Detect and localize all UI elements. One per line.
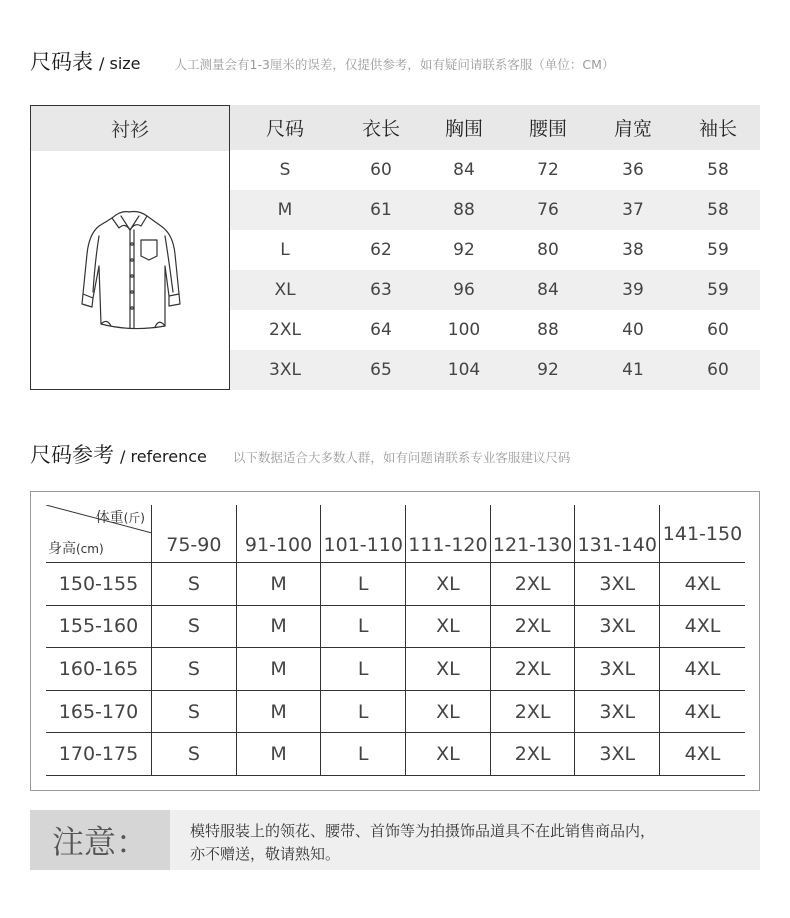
- table-cell: 84: [537, 280, 559, 300]
- table-cell: 72: [537, 160, 559, 180]
- table-cell: 58: [707, 160, 729, 180]
- weight-range: 141-150: [662, 522, 743, 545]
- height-range: 160-165: [46, 648, 152, 690]
- table-cell: 62: [370, 240, 392, 260]
- weight-range: 131-140: [575, 505, 660, 562]
- table-row: [230, 230, 760, 270]
- size-title-en: / size: [99, 54, 141, 73]
- weight-range: 75-90: [152, 505, 237, 562]
- weight-range: 121-130: [491, 505, 576, 562]
- size-table-header: [230, 105, 760, 150]
- table-cell: 64: [370, 320, 392, 340]
- size-cell: 3XL: [575, 733, 660, 775]
- table-cell: 100: [447, 320, 481, 340]
- header-sleeve: 袖长: [698, 118, 737, 140]
- size-cell: XL: [406, 563, 491, 605]
- header-size: 尺码: [265, 118, 304, 140]
- height-range: 165-170: [46, 691, 152, 733]
- height-range: 155-160: [46, 606, 152, 648]
- size-cell: S: [152, 733, 237, 775]
- size-cell: M: [237, 648, 322, 690]
- size-table: [230, 105, 760, 390]
- header-chest: 胸围: [444, 118, 483, 140]
- size-cell: 2XL: [491, 648, 576, 690]
- table-cell: 92: [453, 240, 475, 260]
- table-cell: 60: [707, 320, 729, 340]
- header-shoulder: 肩宽: [613, 118, 652, 140]
- weight-unit: (斤): [123, 511, 145, 525]
- table-cell: 88: [453, 200, 475, 220]
- table-cell: XL: [274, 280, 296, 300]
- size-cell: XL: [406, 691, 491, 733]
- weight-range: 91-100: [237, 505, 322, 562]
- table-cell: 37: [622, 200, 644, 220]
- table-cell: 2XL: [269, 320, 301, 340]
- table-row: [230, 190, 760, 230]
- table-cell: 80: [537, 240, 559, 260]
- shirt-icon: [77, 206, 187, 336]
- table-cell: 104: [447, 360, 481, 380]
- height-range: 150-155: [46, 563, 152, 605]
- ref-note: 以下数据适合大多数人群，如有问题请联系专业客服建议尺码: [232, 450, 571, 465]
- size-cell: 2XL: [491, 733, 576, 775]
- table-cell: 59: [707, 240, 729, 260]
- ref-title-cn: 尺码参考: [30, 443, 114, 467]
- table-cell: 40: [622, 320, 644, 340]
- size-cell: 4XL: [684, 657, 721, 680]
- ref-title-en: / reference: [120, 447, 207, 466]
- garment-name: 衬衫: [31, 106, 229, 151]
- table-cell: 3XL: [269, 360, 301, 380]
- size-cell: 2XL: [491, 563, 576, 605]
- table-cell: 60: [707, 360, 729, 380]
- size-cell: 4XL: [684, 615, 721, 638]
- size-cell: L: [321, 563, 406, 605]
- table-cell: 59: [707, 280, 729, 300]
- size-cell: M: [237, 691, 322, 733]
- table-cell: 41: [622, 360, 644, 380]
- table-cell: 61: [370, 200, 392, 220]
- size-cell: 4XL: [684, 572, 721, 595]
- size-cell: S: [152, 648, 237, 690]
- size-cell: S: [152, 606, 237, 648]
- reference-header-row: [46, 505, 745, 563]
- table-row: [46, 648, 745, 691]
- corner-cell: [46, 505, 152, 562]
- size-cell: 4XL: [684, 743, 721, 766]
- size-cell: 2XL: [491, 606, 576, 648]
- notice-label: 注意：: [30, 810, 170, 870]
- reference-table: [46, 505, 745, 776]
- table-row: [46, 563, 745, 606]
- table-cell: 36: [622, 160, 644, 180]
- table-cell: 58: [707, 200, 729, 220]
- table-cell: 84: [453, 160, 475, 180]
- size-cell: S: [152, 691, 237, 733]
- table-row: [230, 350, 760, 390]
- table-cell: S: [279, 160, 291, 180]
- table-cell: 96: [453, 280, 475, 300]
- table-cell: 63: [370, 280, 392, 300]
- size-cell: XL: [406, 606, 491, 648]
- size-cell: L: [321, 733, 406, 775]
- size-cell: 3XL: [575, 606, 660, 648]
- size-cell: M: [237, 563, 322, 605]
- size-cell: L: [321, 691, 406, 733]
- garment-panel: [30, 105, 230, 390]
- table-cell: 65: [370, 360, 392, 380]
- table-row: [46, 606, 745, 649]
- table-cell: 76: [537, 200, 559, 220]
- height-unit: (cm): [76, 542, 104, 556]
- table-cell: 60: [370, 160, 392, 180]
- size-cell: L: [321, 606, 406, 648]
- notice-line-1: 模特服装上的领花、腰带、首饰等为拍摄饰品道具不在此销售商品内，: [190, 822, 656, 840]
- size-cell: S: [152, 563, 237, 605]
- table-cell: 88: [537, 320, 559, 340]
- size-title-cn: 尺码表: [30, 50, 93, 74]
- header-waist: 腰围: [528, 118, 567, 140]
- table-cell: M: [277, 200, 293, 220]
- height-label: 身高: [48, 541, 76, 557]
- weight-label: 体重: [95, 510, 124, 526]
- table-row: [230, 150, 760, 190]
- table-cell: 39: [622, 280, 644, 300]
- size-cell: L: [321, 648, 406, 690]
- size-cell: XL: [406, 733, 491, 775]
- size-section-title: [30, 46, 614, 76]
- reference-section-title: [30, 439, 570, 469]
- weight-range: 111-120: [406, 505, 491, 562]
- table-row: [230, 310, 760, 350]
- table-cell: 38: [622, 240, 644, 260]
- table-row: [46, 733, 745, 776]
- table-cell: L: [280, 240, 290, 260]
- size-cell: 2XL: [491, 691, 576, 733]
- size-cell: 4XL: [684, 700, 721, 723]
- header-length: 衣长: [361, 118, 400, 140]
- size-cell: M: [237, 733, 322, 775]
- size-cell: 3XL: [575, 691, 660, 733]
- weight-axis-label: [96, 507, 145, 527]
- notice-line-2: 亦不赠送，敬请熟知。: [190, 845, 341, 863]
- size-cell: XL: [406, 648, 491, 690]
- size-cell: 3XL: [575, 648, 660, 690]
- table-row: [230, 270, 760, 310]
- height-axis-label: [48, 538, 104, 558]
- height-range: 170-175: [46, 733, 152, 775]
- table-row: [46, 691, 745, 734]
- size-cell: 3XL: [575, 563, 660, 605]
- size-measure-note: 人工测量会有1-3厘米的误差，仅提供参考，如有疑问请联系客服（单位：CM）: [174, 57, 615, 72]
- weight-range: 101-110: [321, 505, 406, 562]
- table-cell: 92: [537, 360, 559, 380]
- size-cell: M: [237, 606, 322, 648]
- notice-bar: [30, 810, 760, 870]
- notice-text: [190, 820, 760, 866]
